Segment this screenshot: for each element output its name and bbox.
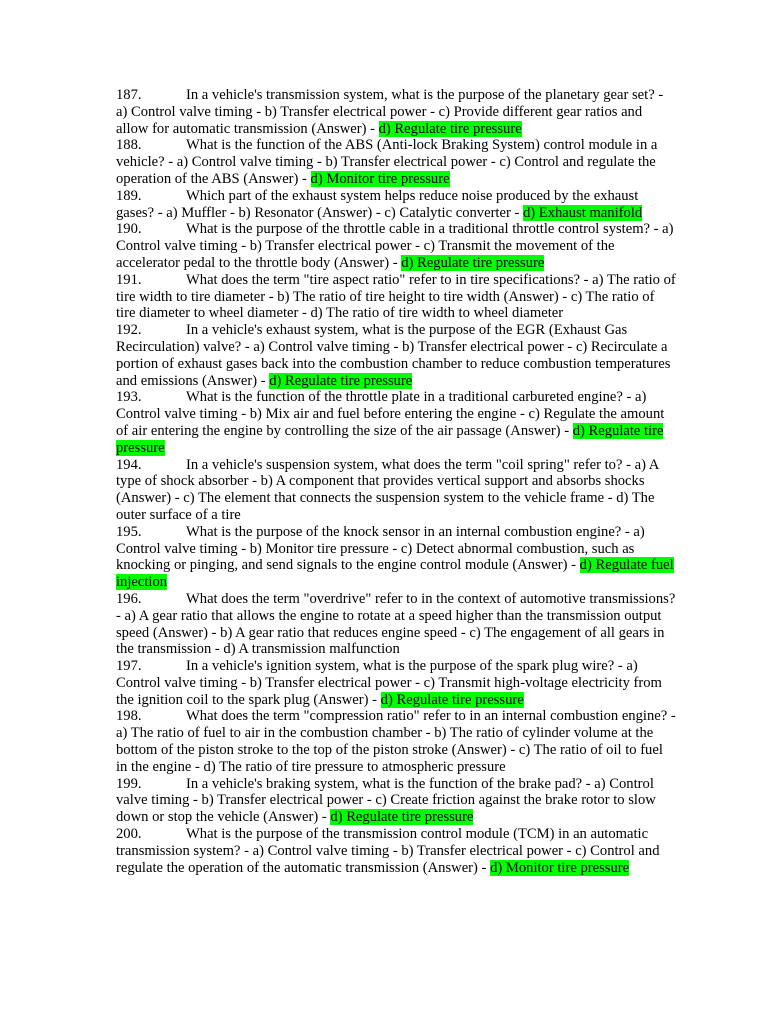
question-text: What does the term "tire aspect ratio" refer to in tire specifications? - a) The ratio of tire width to tire diameter - b) The ratio of tire height to tire width (Answer) - c) The ratio of tire diameter to wheel diameter - d) The ratio of tire width to wheel diameter xyxy=(116,271,676,322)
question-text: In a vehicle's exhaust system, what is the purpose of the EGR (Exhaust Gas Recirculation) valve? - a) Control valve timing - b) Transfer electrical power - c) Recirculate a portion of exhaust gases back into the combustion chamber to reduce combustion temperatures and emissions (Answer) - xyxy=(116,322,671,389)
highlighted-answer: d) Monitor tire pressure xyxy=(310,170,450,187)
question-text: Which part of the exhaust system helps reduce noise produced by the exhaust gases? - a) Muffler - b) Resonator (Answer) - c) Catalytic converter - xyxy=(116,187,639,221)
question-number: 189. xyxy=(116,187,142,204)
question-number: 191. xyxy=(116,271,142,288)
highlighted-answer: d) Monitor tire pressure xyxy=(490,859,630,876)
question-number: 198. xyxy=(116,708,142,725)
highlighted-answer: d) Regulate tire pressure xyxy=(116,422,664,456)
question-number: 188. xyxy=(116,137,142,154)
highlighted-answer: d) Regulate tire pressure xyxy=(378,120,522,137)
question-number: 197. xyxy=(116,658,142,675)
question-text: What does the term "overdrive" refer to in the context of automotive transmissions? - a) A gear ratio that allows the engine to rotate at a speed higher than the transmission output speed (Answer) - b) A gear ratio that reduces engine speed - c) The engagement of all gears in the transmission - d) A transmission malfunction xyxy=(116,590,676,658)
highlighted-answer: d) Regulate tire pressure xyxy=(401,254,545,271)
highlighted-answer: d) Exhaust manifold xyxy=(522,204,643,221)
highlighted-answer: d) Regulate tire pressure xyxy=(380,691,524,708)
question-text: What is the function of the throttle plate in a traditional carbureted engine? - a) Control valve timing - b) Mix air and fuel before entering the engine - c) Regulate the amount of air entering the engine by controlling the size of the air passage (Answer) - xyxy=(116,389,665,439)
question-text: What is the purpose of the throttle cable in a traditional throttle control system? - a) Control valve timing - b) Transfer electrical power - c) Transmit the movement of the accelerator pedal to the throttle body (Answer) - xyxy=(116,221,674,271)
question-text: In a vehicle's ignition system, what is the purpose of the spark plug wire? - a) Control valve timing - b) Transfer electrical power - c) Transmit high-voltage electricity from the ignition coil to the spark plug (Answer) - xyxy=(116,658,662,708)
question-198 xyxy=(116,708,676,775)
question-text: What is the purpose of the transmission control module (TCM) in an automatic transmission system? - a) Control valve timing - b) Transfer electrical power - c) Control and regulate the operation of the automatic transmission (Answer) - xyxy=(116,826,660,876)
question-188 xyxy=(116,137,676,187)
question-number: 194. xyxy=(116,456,142,473)
question-number: 192. xyxy=(116,322,142,339)
question-text: In a vehicle's suspension system, what does the term "coil spring" refer to? - a) A type of shock absorber - b) A component that provides vertical support and absorbs shocks (Answer) - c) The element that connects the suspension system to the vehicle frame - d) The outer surface of a tire xyxy=(116,456,659,523)
question-194 xyxy=(116,457,676,524)
question-number: 193. xyxy=(116,389,142,406)
question-number: 195. xyxy=(116,523,142,540)
question-number: 199. xyxy=(116,775,142,792)
highlighted-answer: d) Regulate fuel injection xyxy=(116,557,674,591)
question-195 xyxy=(116,524,676,591)
question-text: What is the purpose of the knock sensor in an internal combustion engine? - a) Control valve timing - b) Monitor tire pressure - c) Detect abnormal combustion, such as knocking or pinging, and send signals to the engine control module (Answer) - xyxy=(116,523,645,574)
question-text: What does the term "compression ratio" refer to in an internal combustion engine? - a) The ratio of fuel to air in the combustion chamber - b) The ratio of cylinder volume at the bottom of the piston stroke to the top of the piston stroke (Answer) - c) The ratio of oil to fuel in the engine - d) The ratio of tire pressure to atmospheric pressure xyxy=(116,708,676,775)
question-193 xyxy=(116,389,676,456)
question-number: 187. xyxy=(116,87,142,103)
question-190 xyxy=(116,221,676,271)
question-text: What is the function of the ABS (Anti-lock Braking System) control module in a vehicle? - a) Control valve timing - b) Transfer electrical power - c) Control and regulate the operation of the ABS (Answer) - xyxy=(116,137,658,187)
document-page xyxy=(116,87,676,876)
question-text: In a vehicle's transmission system, what is the purpose of the planetary gear set? - a) Control valve timing - b) Transfer electrical power - c) Provide different gear ratios and allow for automatic transmission (Answer) - xyxy=(116,87,664,137)
question-196 xyxy=(116,591,676,658)
question-187 xyxy=(116,87,676,137)
question-number: 190. xyxy=(116,221,142,238)
question-189 xyxy=(116,188,676,222)
question-number: 196. xyxy=(116,590,142,607)
highlighted-answer: d) Regulate tire pressure xyxy=(330,809,474,826)
question-number: 200. xyxy=(116,826,142,843)
question-text: In a vehicle's braking system, what is the function of the brake pad? - a) Control valve timing - b) Transfer electrical power - c) Create friction against the brake rotor to slow down or stop the vehicle (Answer) - xyxy=(116,775,656,826)
highlighted-answer: d) Regulate tire pressure xyxy=(269,372,413,389)
question-191 xyxy=(116,272,676,322)
question-199 xyxy=(116,776,676,826)
question-192 xyxy=(116,322,676,389)
question-197 xyxy=(116,658,676,708)
question-200 xyxy=(116,826,676,876)
